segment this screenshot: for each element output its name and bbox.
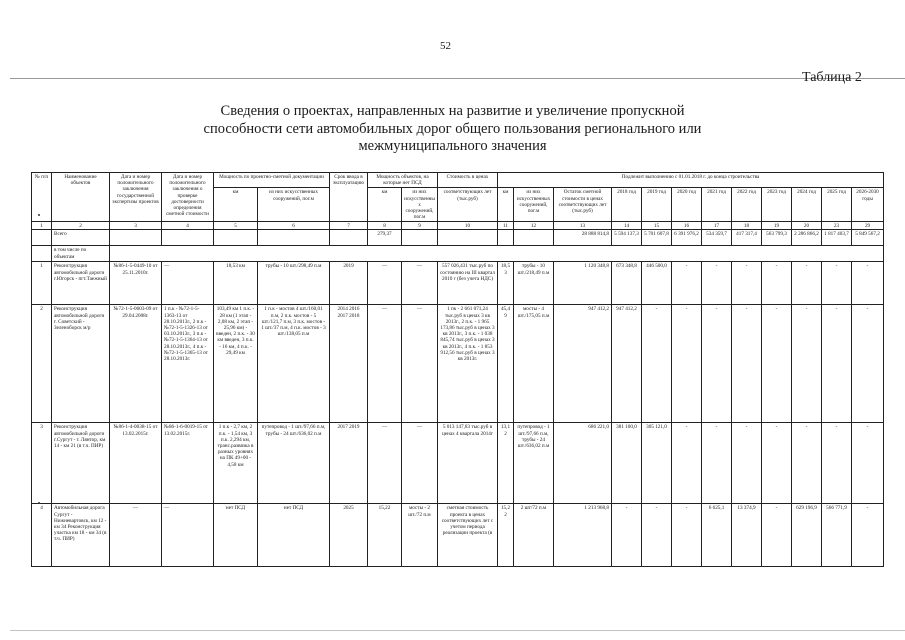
- column-number-row: [32, 222, 884, 230]
- row-year-value: -: [762, 423, 792, 504]
- column-number: 23: [822, 222, 852, 230]
- table-label: Таблица 2: [802, 70, 862, 85]
- row-year-value: 13 374,9: [732, 504, 762, 567]
- row-year-value: -: [852, 262, 884, 305]
- row-year-value: -: [702, 262, 732, 305]
- header-year: 2023 год: [762, 188, 792, 222]
- row-year-value: -: [672, 262, 702, 305]
- row-cap-km: 1 п.к - 2,7 км, 2 п.к. - 1,54 км, 3 п.к. 2,294 км, транс.развязка в разных уровнях на ПК 49+00 - 4,58 км: [214, 423, 258, 504]
- row-verify: №86-1-6-0019-15 от 13.02.2015г.: [162, 423, 214, 504]
- row-rem-art: 2 шт/72 п.м: [514, 504, 554, 567]
- header-year: 2026-2030 годы: [852, 188, 884, 222]
- row-year-value: 305 121,0: [642, 423, 672, 504]
- row-sec-km: —: [368, 305, 402, 423]
- row-rem-cost: 1 213 968,8: [554, 504, 612, 567]
- row-verify: 1 п.к - №72-1-5-1363-13 от 28.10.2013г., 2 п.к - №72-1-5-1326-13 от 03.10.2013г., 3 п.к - №72-1-5-1364-13 от 28.10.2013г., 4 п.к - №72-1-5-1365-13 от 28.10.2013г.: [162, 305, 214, 423]
- total-rem-cost: 28 888 814,8: [554, 230, 612, 246]
- row-year-value: 947 412,2: [612, 305, 642, 423]
- total-year-value: 563 799,3: [762, 230, 792, 246]
- row-term: 2017 2019: [330, 423, 368, 504]
- row-verify: —: [162, 504, 214, 567]
- column-number: 20: [792, 222, 822, 230]
- column-number: 14: [612, 222, 642, 230]
- column-number: 16: [672, 222, 702, 230]
- header-cap-km: км: [214, 188, 258, 222]
- row-term: 2014 2016 2017 2018: [330, 305, 368, 423]
- total-label: Всего: [52, 230, 110, 246]
- header-year: 2020 год: [672, 188, 702, 222]
- row-sec-art: —: [402, 423, 438, 504]
- row-name: Реконструкция автомобильной дороги г.Сургут - г. Лянтор, км 14 - км 21 (в т.ч. ПИР): [52, 423, 110, 504]
- scan-divider: [10, 630, 905, 631]
- column-number: 1: [32, 222, 52, 230]
- header-year: 2025 год: [822, 188, 852, 222]
- header-row: [32, 173, 884, 188]
- row-sec-km: 15,22: [368, 504, 402, 567]
- row-cap-km: 103,49 км 1 п.к. - 28 км (1 этап - 2,08 км, 2 этап - 25,96 км) - введен, 2 п.к. - 30 км введен, 3 п.к. - 16 км, 4 п.к. - 29,49 км: [214, 305, 258, 423]
- row-year-value: -: [702, 305, 732, 423]
- row-year-value: -: [852, 423, 884, 504]
- row-cost: 557 026,431 тыс.руб по состоянию на III квартал 2010 г (без учета НДС): [438, 262, 498, 305]
- row-sec-art: мосты - 2 шт./72 п.м: [402, 504, 438, 567]
- row-num: 2: [32, 305, 52, 423]
- header-year: 2024 год: [792, 188, 822, 222]
- column-number: 11: [498, 222, 514, 230]
- row-rem-km: 45,4 9: [498, 305, 514, 423]
- column-number: 12: [514, 222, 554, 230]
- row-cap-art: трубы - 10 шт./298,49 п.м: [258, 262, 330, 305]
- row-rem-art: трубы - 10 шт./218,49 п.м: [514, 262, 554, 305]
- header-cost-text: соответствующих лет (тыс.руб): [438, 188, 498, 222]
- row-cap-km: нет ПСД: [214, 504, 258, 567]
- project-row: [32, 262, 884, 305]
- row-term: 2025: [330, 504, 368, 567]
- column-number: 13: [554, 222, 612, 230]
- total-year-value: 2 286 866,2: [792, 230, 822, 246]
- header-year: 2022 год: [732, 188, 762, 222]
- row-year-value: -: [732, 262, 762, 305]
- projects-table: [31, 172, 884, 567]
- header-rem-art: из них искусственных сооружений, пог.м: [514, 188, 554, 222]
- header-cap-art: из них искусственных сооружений, пог.м: [258, 188, 330, 222]
- row-year-value: -: [822, 262, 852, 305]
- column-number: 19: [762, 222, 792, 230]
- row-conclusion: №86-1-4-0038-15 от 13.02.2015г.: [110, 423, 162, 504]
- row-year-value: -: [852, 305, 884, 423]
- column-number: 4: [162, 222, 214, 230]
- row-cost: сметная стоимость проекта в ценах соответствующих лет с учетом периода реализации проекта (в: [438, 504, 498, 567]
- column-number: 6: [258, 222, 330, 230]
- row-year-value: -: [732, 423, 762, 504]
- total-year-value: 1 817 403,7: [822, 230, 852, 246]
- column-number: 17: [702, 222, 732, 230]
- header-rem-cost: Остаток сметной стоимости в ценах соответствующих лет (тыс.руб): [554, 188, 612, 222]
- row-year-value: -: [822, 423, 852, 504]
- row-name: Автомобильная дорога Сургут - Нижневартовск, км 12 - км 34 Реконструкция участка км 18 - км 34 (в т.ч. ПИР): [52, 504, 110, 567]
- row-rem-art: мосты - 4 шт./175,05 п.м: [514, 305, 554, 423]
- row-cap-art: нет ПСД: [258, 504, 330, 567]
- row-name: Реконструкция автомобильной дороги г.Югорск - пгт.Таежный: [52, 262, 110, 305]
- header-verify: Дата и номер положительного заключения о проверке достоверности определения сметной стоимости: [162, 173, 214, 222]
- row-year-value: 381 100,0: [612, 423, 642, 504]
- column-number: 7: [330, 222, 368, 230]
- row-year-value: -: [672, 305, 702, 423]
- row-conclusion: —: [110, 504, 162, 567]
- header-cost-group: Стоимость в ценах: [438, 173, 498, 188]
- row-sec-km: —: [368, 423, 402, 504]
- page-number: 52: [440, 40, 451, 52]
- project-rows: [32, 262, 884, 567]
- total-year-value: 5 849 567,2: [852, 230, 884, 246]
- header-year: 2018 год: [612, 188, 642, 222]
- header-remain-group: Подлежит выполнению с 01.01.2018 г. до конца строительства: [498, 173, 884, 188]
- row-rem-km: 13,1 2: [498, 423, 514, 504]
- row-year-value: -: [792, 423, 822, 504]
- total-row: [32, 230, 884, 246]
- column-number: 10: [438, 222, 498, 230]
- row-year-value: -: [792, 305, 822, 423]
- column-number: 8: [368, 222, 402, 230]
- column-number: 5: [214, 222, 258, 230]
- row-cap-art: 1 п.к - мостов 4 шт./160,01 п.м, 2 п.к. мостов - 5 шт./121,7 п.м, 3 п.к. мостов - 1 шт./37 п.м, 4 п.к. мостов - 3 шт./138,05 п.м: [258, 305, 330, 423]
- total-sec-km: 279,37: [368, 230, 402, 246]
- header-name: Наименование объектов: [52, 173, 110, 222]
- row-cap-km: 18,53 км: [214, 262, 258, 305]
- row-year-value: -: [672, 504, 702, 567]
- column-number: 3: [110, 222, 162, 230]
- row-cap-art: путепровод - 1 шт./97,66 п.м, трубы - 24 шт./636,02 п.м: [258, 423, 330, 504]
- total-year-value: 5 594 137,3: [612, 230, 642, 246]
- row-year-value: -: [822, 305, 852, 423]
- row-year-value: -: [762, 504, 792, 567]
- column-number: 18: [732, 222, 762, 230]
- including-label: в том числе по объектам: [52, 246, 110, 262]
- row-sec-art: —: [402, 305, 438, 423]
- row-year-value: 566 771,9: [822, 504, 852, 567]
- header-num: № п/п: [32, 173, 52, 222]
- row-conclusion: №86-1-5-0449-10 от 25.11.2010г.: [110, 262, 162, 305]
- row-rem-cost: 1 120 348,8: [554, 262, 612, 305]
- header-year: 2021 год: [702, 188, 732, 222]
- margin-mark: [38, 502, 40, 504]
- column-number: 29: [852, 222, 884, 230]
- row-num: 3: [32, 423, 52, 504]
- header-sec-km: км: [368, 188, 402, 222]
- column-number: 15: [642, 222, 672, 230]
- row-year-value: -: [762, 305, 792, 423]
- including-row: [32, 246, 884, 262]
- header-conclusion: Дата и номер положительного заключения государственной экспертизы проектов: [110, 173, 162, 222]
- header-sec-art: из них искусственных сооружений, пог.м: [402, 188, 438, 222]
- row-year-value: 6 625,1: [702, 504, 732, 567]
- row-year-value: 673 348,8: [612, 262, 642, 305]
- row-year-value: -: [732, 305, 762, 423]
- row-year-value: 629 196,9: [792, 504, 822, 567]
- row-cost: 1 пк - 2 661 071,24 тыс.руб в ценах 3 кв 2013г., 2 п.к. - 1 965 173,86 тыс.руб в ценах 3 кв 2013г., 3 п.к. - 1 038 845,74 тыс.руб в ценах 3 кв 2013г., 4 п.к. - 1 853 912,56 тыс.руб в ценах 3 кв 2013г.: [438, 305, 498, 423]
- row-rem-km: 18,5 3: [498, 262, 514, 305]
- row-rem-km: 15,2 2: [498, 504, 514, 567]
- row-sec-km: —: [368, 262, 402, 305]
- row-term: 2019: [330, 262, 368, 305]
- project-row: [32, 423, 884, 504]
- row-name: Реконструкция автомобильной дороги г. Советский - Зеленоборск м/р: [52, 305, 110, 423]
- row-num: 4: [32, 504, 52, 567]
- document-title: Сведения о проектах, направленных на развитие и увеличение пропускной способности сети автомобильных дорог общего пользования регионального или межмуниципального значения: [203, 103, 702, 154]
- margin-mark: [38, 214, 40, 216]
- row-num: 1: [32, 262, 52, 305]
- row-cost: 5 013 147,83 тыс.руб в ценах 4 квартала 2014г: [438, 423, 498, 504]
- row-sec-art: —: [402, 262, 438, 305]
- row-year-value: -: [792, 262, 822, 305]
- row-verify: —: [162, 262, 214, 305]
- row-year-value: -: [642, 305, 672, 423]
- row-year-value: -: [672, 423, 702, 504]
- project-row: [32, 504, 884, 567]
- total-year-value: 417 317,4: [732, 230, 762, 246]
- row-year-value: -: [762, 262, 792, 305]
- row-year-value: 446 500,0: [642, 262, 672, 305]
- row-conclusion: №72-1-5-0603-09 от 29.04.2008г.: [110, 305, 162, 423]
- row-rem-cost: 686 221,0: [554, 423, 612, 504]
- row-year-value: -: [612, 504, 642, 567]
- column-number: 2: [52, 222, 110, 230]
- header-term: Срок ввода в эксплуатацию: [330, 173, 368, 222]
- header-capacity-group: Мощность по проектно-сметной документации: [214, 173, 330, 188]
- row-rem-art: путепровод - 1 шт./97,66 п.м, трубы - 24 шт./636,02 п.м: [514, 423, 554, 504]
- header-year: 2019 год: [642, 188, 672, 222]
- row-year-value: -: [852, 504, 884, 567]
- project-row: [32, 305, 884, 423]
- header-sections-group: Мощность объектов, на которые нет ПСД: [368, 173, 438, 188]
- column-number: 9: [402, 222, 438, 230]
- row-rem-cost: 947 412,2: [554, 305, 612, 423]
- total-year-value: 534 359,7: [702, 230, 732, 246]
- row-year-value: -: [642, 504, 672, 567]
- total-year-value: 5 701 607,8: [642, 230, 672, 246]
- row-year-value: -: [702, 423, 732, 504]
- scan-divider: [10, 78, 905, 79]
- total-year-value: 6 391 976,2: [672, 230, 702, 246]
- header-rem-km: км: [498, 188, 514, 222]
